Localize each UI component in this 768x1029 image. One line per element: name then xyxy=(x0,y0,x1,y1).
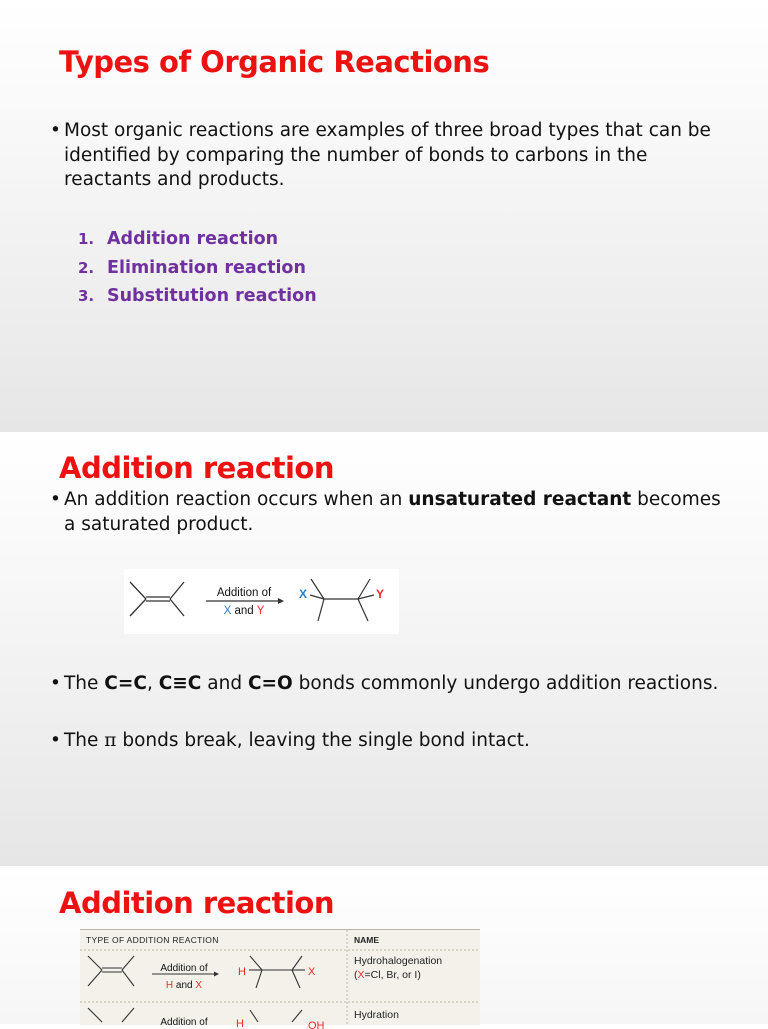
pi-symbol: π xyxy=(104,730,117,751)
row1-arrow-bottom: H and X xyxy=(165,980,203,991)
slide-title: Addition reaction xyxy=(59,451,334,485)
addition-scheme-svg xyxy=(124,569,399,634)
list-number: 3. xyxy=(78,287,95,305)
row2-product-OH: OH xyxy=(308,1020,325,1029)
row2-alkene xyxy=(88,1008,134,1022)
bullet-point xyxy=(50,119,730,193)
bullet-dot: • xyxy=(50,120,61,141)
row2-arrow-top: Addition of xyxy=(160,1017,208,1028)
row1-alkene xyxy=(88,956,134,986)
bullet-point xyxy=(50,488,730,537)
row1-product xyxy=(249,956,305,988)
slide-title: Addition reaction xyxy=(59,886,334,920)
bullet-point xyxy=(50,672,730,697)
row1-product-H: H xyxy=(238,966,246,978)
reaction-types-list xyxy=(78,229,317,315)
header-type: TYPE OF ADDITION REACTION xyxy=(86,935,219,945)
slide-title: Types of Organic Reactions xyxy=(59,45,490,79)
bullet-dot: • xyxy=(50,489,61,510)
row2-product xyxy=(250,1010,302,1022)
list-label: Substitution reaction xyxy=(107,286,317,306)
row1-name-sub: (X=Cl, Br, or I) xyxy=(354,969,421,981)
addition-types-table xyxy=(80,929,480,1029)
bullet-point xyxy=(50,729,730,754)
bullet-text: Most organic reactions are examples of three broad types that can be identified by comparing the number of bonds to carbons in the reactants and products. xyxy=(64,120,711,190)
bold-term: unsaturated reactant xyxy=(408,489,632,510)
list-number: 1. xyxy=(78,230,95,248)
bullet-text: The C=C, C≡C and C=O bonds commonly undergo addition reactions. xyxy=(64,673,719,694)
product-structure xyxy=(310,579,374,621)
arrow-label-top: Addition of xyxy=(216,587,272,599)
row1-name: Hydrohalogenation xyxy=(354,955,443,967)
header-name: NAME xyxy=(354,935,380,945)
slide-addition-reaction xyxy=(0,434,768,866)
row2-product-H: H xyxy=(236,1018,244,1029)
arrow-head xyxy=(278,598,284,604)
bullet-dot: • xyxy=(50,730,61,751)
addition-scheme-figure xyxy=(124,569,399,634)
bullet-text: The π bonds break, leaving the single bond intact. xyxy=(64,730,530,751)
list-label: Addition reaction xyxy=(107,229,279,249)
alkene-structure xyxy=(130,582,184,616)
list-item xyxy=(78,229,317,258)
list-item xyxy=(78,258,317,287)
product-X: X xyxy=(299,587,308,601)
product-Y: Y xyxy=(376,587,385,601)
slide-types-of-reactions xyxy=(0,0,768,432)
bullet-text: An addition reaction occurs when an unsaturated reactant becomes a saturated product. xyxy=(64,489,721,535)
list-item xyxy=(78,286,317,315)
list-number: 2. xyxy=(78,258,95,277)
arrow-label-bottom: X and Y xyxy=(223,605,265,617)
row1-product-X: X xyxy=(308,966,316,978)
row2-name: Hydration xyxy=(354,1009,399,1021)
bullet-dot: • xyxy=(50,673,61,694)
addition-table-svg xyxy=(80,930,480,1029)
list-label: Elimination reaction xyxy=(107,257,306,278)
row1-arrow-top: Addition of xyxy=(160,963,208,974)
